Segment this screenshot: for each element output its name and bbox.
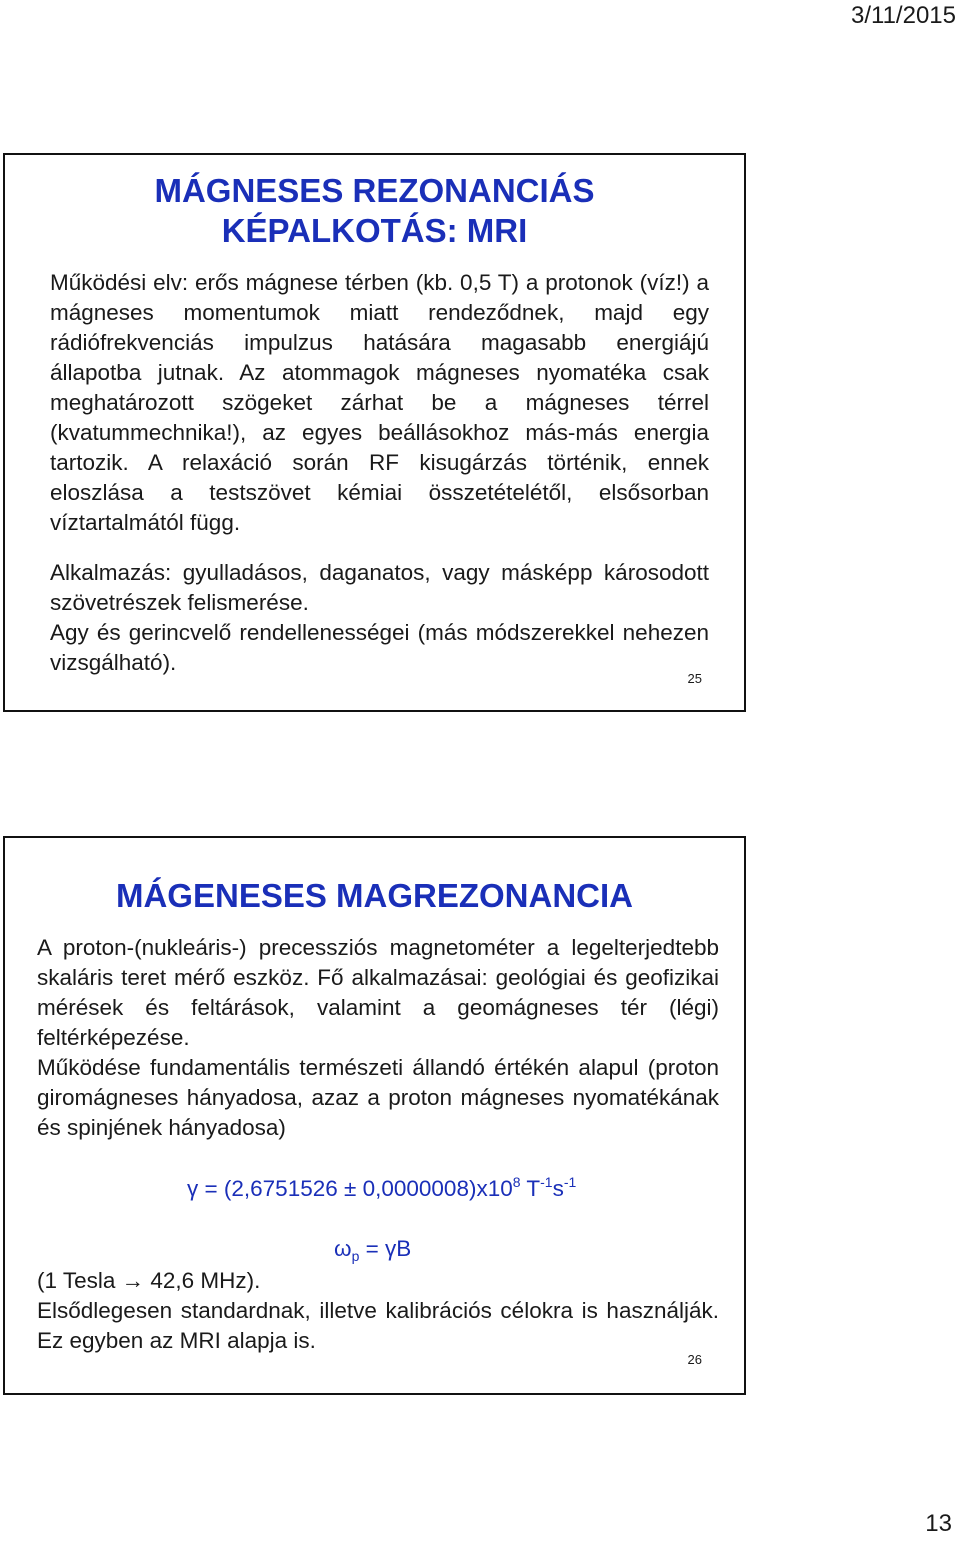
- document-date: 3/11/2015: [851, 2, 956, 29]
- formula-value: γ = (2,6751526 ± 0,0000008)x10: [187, 1176, 513, 1201]
- application-paragraph: Alkalmazás: gyulladásos, daganatos, vagy másképp károsodott szövetrészek felismerése.: [50, 560, 709, 615]
- magnetometer-paragraph: A proton-(nukleáris-) precessziós magnetométer a legelterjedtebb skaláris teret mérő eszköz. Fő alkalmazásai: geológiai és geofizikai mérések és feltárások, valamint a geomágneses tér (légi) feltérképezése.: [37, 935, 719, 1050]
- gyromagnetic-ratio-formula: [187, 1174, 576, 1202]
- unit-tesla: T: [520, 1176, 541, 1201]
- exponent: 8: [512, 1174, 521, 1190]
- omega-symbol: ω: [334, 1236, 352, 1261]
- page-number: 13: [925, 1510, 952, 1537]
- brain-spine-paragraph: Agy és gerincvelő rendellenességei (más módszerekkel nehezen vizsgálható).: [50, 620, 709, 675]
- omega-subscript: p: [351, 1248, 360, 1264]
- slide-title: MÁGENESES MAGREZONANCIA: [115, 877, 634, 914]
- slide-25: [3, 153, 746, 712]
- operation-paragraph: Működése fundamentális természeti állandó értékén alapul (proton giromágneses hányadosa, azaz a proton mágneses nyomatékának és spinjének hányadosa): [37, 1055, 719, 1140]
- tesla-conversion: (1 Tesla → 42,6 MHz).: [37, 1268, 261, 1293]
- unit-tesla-exp: -1: [540, 1174, 553, 1190]
- standard-use-paragraph: Elsődlegesen standardnak, illetve kalibrációs célokra is használják. Ez egyben az MRI alapja is.: [37, 1298, 719, 1353]
- unit-second: s: [552, 1176, 564, 1201]
- slide-number: 25: [687, 671, 702, 686]
- principle-paragraph: Működési elv: erős mágnese térben (kb. 0,5 T) a protonok (víz!) a mágneses momentumok miatt rendeződnek, majd egy rádiófrekvenciás impulzus hatására magasabb energiájú állapotba jutnak. Az atommagok mágneses nyomatéka csak meghatározott szögeket zárhat be a mágneses térrel (kvatummechnika!), az egyes beállásokhoz más-más energia tartozik. A relaxáció során RF kisugárzás történik, ennek eloszlása a testszövet kémiai összetételétől, elsősorban víztartalmától függ.: [50, 270, 709, 535]
- slide-26: [3, 836, 746, 1395]
- formula-rhs: = γB: [359, 1236, 412, 1261]
- slide-number: 26: [687, 1352, 702, 1367]
- title-line-2: KÉPALKOTÁS: MRI: [221, 212, 528, 249]
- unit-second-exp: -1: [563, 1174, 577, 1190]
- slide-title: [5, 155, 744, 251]
- precession-frequency-formula: [334, 1236, 411, 1264]
- title-line-1: MÁGNESES REZONANCIÁS: [154, 172, 595, 209]
